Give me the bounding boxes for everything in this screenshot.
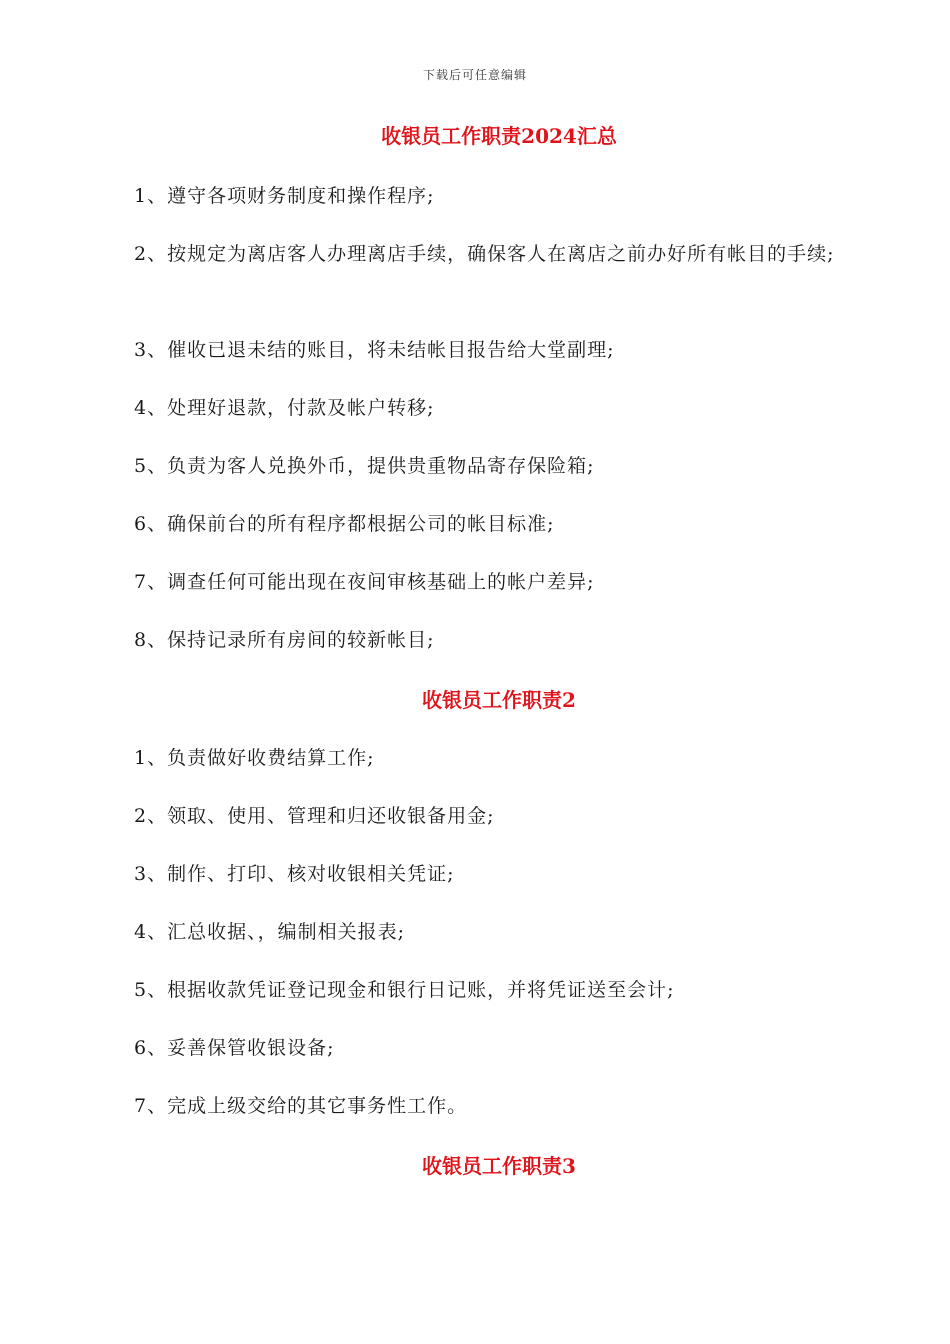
- section2-item-7: 7、完成上级交给的其它事务性工作。: [134, 1095, 468, 1117]
- section1-item-4: 4、处理好退款，付款及帐户转移;: [134, 397, 435, 419]
- section1-item-1: 1、遵守各项财务制度和操作程序;: [134, 185, 435, 207]
- section3-title: 收银员工作职责3: [422, 1154, 576, 1178]
- section2-item-4: 4、汇总收据、，编制相关报表;: [134, 921, 405, 943]
- section1-item-3: 3、催收已退未结的账目，将未结帐目报告给大堂副理;: [134, 339, 615, 361]
- section1-item-8: 8、保持记录所有房间的较新帐目;: [134, 629, 435, 651]
- section2-item-3: 3、制作、打印、核对收银相关凭证;: [134, 863, 455, 885]
- section2-title: 收银员工作职责2: [422, 688, 576, 712]
- section2-item-2: 2、领取、使用、管理和归还收银备用金;: [134, 805, 495, 827]
- section1-title: 收银员工作职责2024汇总: [381, 124, 617, 148]
- section2-item-6: 6、妥善保管收银设备;: [134, 1037, 335, 1059]
- section2-item-1: 1、负责做好收费结算工作;: [134, 747, 375, 769]
- section1-item-5: 5、负责为客人兑换外币，提供贵重物品寄存保险箱;: [134, 455, 595, 477]
- section2-item-5: 5、根据收款凭证登记现金和银行日记账，并将凭证送至会计;: [134, 979, 675, 1001]
- section1-item-2: 2、按规定为离店客人办理离店手续，确保客人在离店之前办好所有帐目的手续;: [134, 243, 835, 265]
- section1-item-6: 6、确保前台的所有程序都根据公司的帐目标准;: [134, 513, 555, 535]
- header-note: 下载后可任意编辑: [422, 68, 527, 82]
- section1-item-7: 7、调查任何可能出现在夜间审核基础上的帐户差异;: [134, 571, 595, 593]
